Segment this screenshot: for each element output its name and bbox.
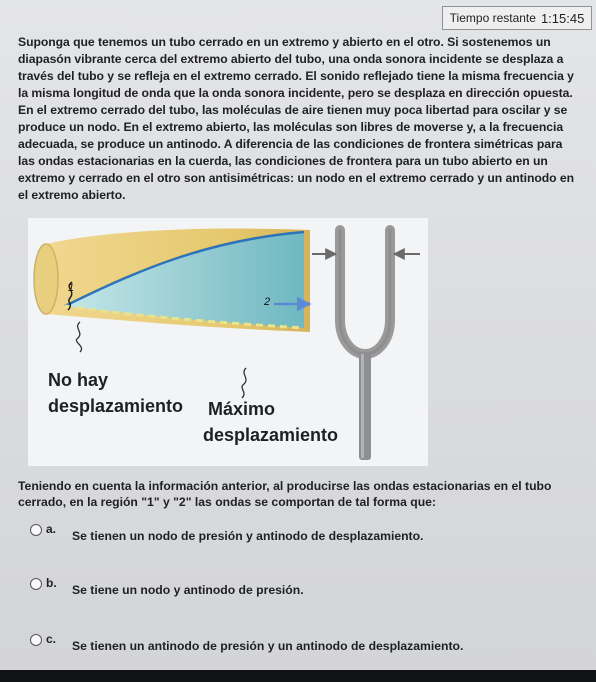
bottom-dark-bar — [0, 670, 596, 682]
answer-option-a[interactable] — [30, 522, 570, 552]
tuning-fork-stem-highlight — [361, 354, 364, 458]
timer-label: Tiempo restante — [449, 11, 536, 25]
timer-box — [442, 6, 592, 30]
radio-option-a[interactable] — [30, 524, 42, 536]
tube-and-fork-figure — [28, 218, 428, 466]
figure-illustration — [28, 218, 428, 466]
timer-value: 1:15:45 — [540, 10, 585, 26]
question-prompt: Suponga que tenemos un tubo cerrado en un extremo y abierto en el otro. Si sostenemos un diapasón vibrante cerca del extremo abierto del tubo, una onda sonora incidente se desplaza a través del tubo y se refleja en el extremo cerrado. El sonido reflejado tiene la misma frecuencia y la misma longitud de onda que la onda sonora incidente, pero se desplaza en dirección opuesta. En el extremo cerrado del tubo, las moléculas de aire tienen muy poca libertad para oscilar y se produce un nodo. En el extremo abierto, las moléculas son libres de moverse y, a la frecuencia adecuada, se produce un antinodo. A diferencia de las condiciones de frontera simétricas para las ondas estacionarias en la cuerda, las condiciones de frontera para un tubo abierto en un extremo y cerrado en el otro son antisimétricas: un nodo en el extremo cerrado y un antinodo en el extremo abierto. — [18, 35, 575, 202]
option-c-letter: c. — [46, 632, 57, 646]
option-b-text[interactable]: Se tiene un nodo y antinodo de presión. — [72, 583, 304, 597]
answer-option-c[interactable] — [30, 632, 570, 662]
option-c-text[interactable]: Se tienen un antinodo de presión y un antinodo de desplazamiento. — [72, 639, 464, 653]
radio-option-c[interactable] — [30, 634, 42, 646]
marker-2-label: 2 — [264, 296, 271, 308]
tuning-fork-stem — [359, 352, 371, 460]
answer-option-b[interactable] — [30, 576, 570, 606]
right-label-line-2: desplazamiento — [203, 425, 339, 445]
left-label-line-1: No hay — [48, 370, 109, 390]
option-b-letter: b. — [46, 576, 57, 590]
option-a-letter: a. — [46, 522, 57, 536]
radio-option-b[interactable] — [30, 578, 42, 590]
marker-1-label: 1 — [68, 282, 75, 294]
option-a-text[interactable]: Se tienen un nodo de presión y antinodo de desplazamiento. — [72, 529, 424, 543]
right-label-line-1: Máximo — [208, 399, 276, 419]
tube-closed-end — [34, 244, 58, 314]
question-text: Teniendo en cuenta la información anterior, al producirse las ondas estacionarias en el tubo cerrado, en la región "1" y "2" las ondas se comportan de tal forma que: — [18, 479, 552, 509]
left-label-line-2: desplazamiento — [48, 396, 184, 416]
